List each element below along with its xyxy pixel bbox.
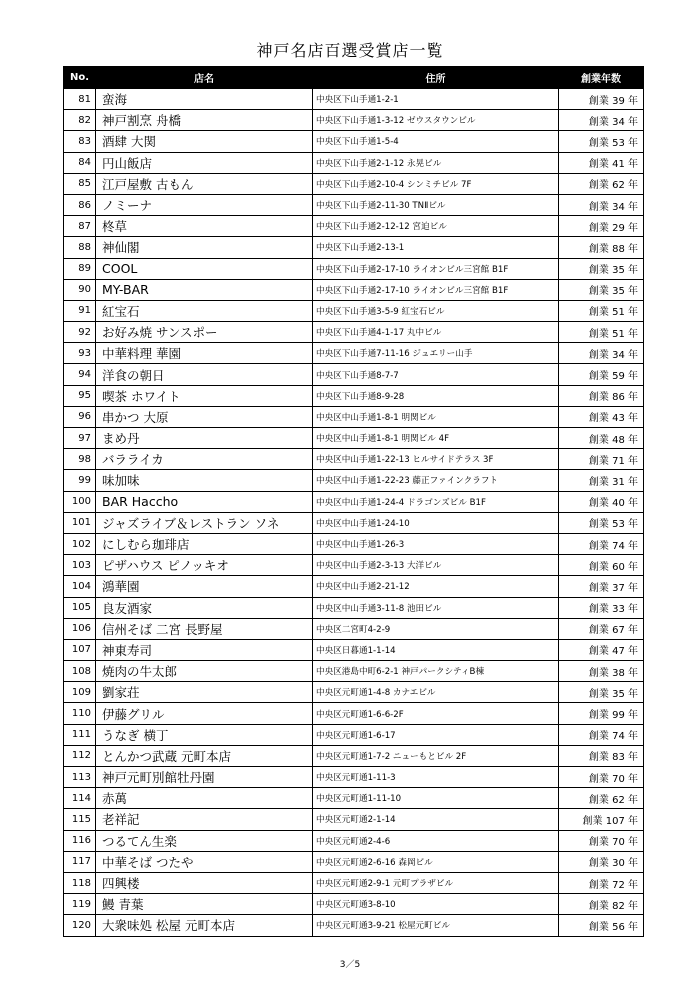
table-row bbox=[64, 385, 644, 406]
restaurant-name: 赤萬 bbox=[96, 788, 313, 809]
table-row bbox=[64, 512, 644, 533]
table-row bbox=[64, 343, 644, 364]
restaurant-address: 中央区中山手通1-24-10 bbox=[313, 512, 559, 533]
restaurant-name: 喫茶 ホワイト bbox=[96, 385, 313, 406]
restaurant-name: 洋食の朝日 bbox=[96, 364, 313, 385]
restaurant-address: 中央区下山手通1-3-12 ゼウスタウンビル bbox=[313, 110, 559, 131]
row-number: 110 bbox=[64, 703, 96, 724]
table-row bbox=[64, 173, 644, 194]
row-number: 93 bbox=[64, 343, 96, 364]
restaurant-address: 中央区元町通3-9-21 松屋元町ビル bbox=[313, 915, 559, 936]
years-in-business: 創業 70 年 bbox=[559, 830, 644, 851]
restaurant-address: 中央区中山手通1-26-3 bbox=[313, 533, 559, 554]
restaurant-name: うなぎ 横丁 bbox=[96, 724, 313, 745]
years-in-business: 創業 37 年 bbox=[559, 576, 644, 597]
years-in-business: 創業 86 年 bbox=[559, 385, 644, 406]
row-number: 109 bbox=[64, 682, 96, 703]
row-number: 120 bbox=[64, 915, 96, 936]
row-number: 95 bbox=[64, 385, 96, 406]
years-in-business: 創業 56 年 bbox=[559, 915, 644, 936]
years-in-business: 創業 82 年 bbox=[559, 894, 644, 915]
restaurant-name: 神戸元町別館牡丹園 bbox=[96, 767, 313, 788]
restaurant-name: ジャズライブ＆レストラン ソネ bbox=[96, 512, 313, 533]
years-in-business: 創業 43 年 bbox=[559, 406, 644, 427]
table-row bbox=[64, 152, 644, 173]
table-row bbox=[64, 279, 644, 300]
table-row bbox=[64, 428, 644, 449]
restaurant-name: COOL bbox=[96, 258, 313, 279]
table-row bbox=[64, 851, 644, 872]
restaurant-name: 信州そば 二宮 長野屋 bbox=[96, 618, 313, 639]
restaurant-address: 中央区日暮通1-1-14 bbox=[313, 639, 559, 660]
restaurant-address: 中央区下山手通4-1-17 丸中ビル bbox=[313, 322, 559, 343]
restaurant-address: 中央区元町通1-11-3 bbox=[313, 767, 559, 788]
row-number: 91 bbox=[64, 300, 96, 321]
restaurant-address: 中央区中山手通1-22-23 藤正ファインクラフト bbox=[313, 470, 559, 491]
years-in-business: 創業 33 年 bbox=[559, 597, 644, 618]
table-row bbox=[64, 618, 644, 639]
table-row bbox=[64, 131, 644, 152]
restaurant-address: 中央区中山手通2-21-12 bbox=[313, 576, 559, 597]
row-number: 108 bbox=[64, 661, 96, 682]
restaurant-name: 円山飯店 bbox=[96, 152, 313, 173]
restaurant-name: 柊草 bbox=[96, 216, 313, 237]
restaurant-name: 劉家荘 bbox=[96, 682, 313, 703]
table-row bbox=[64, 216, 644, 237]
years-in-business: 創業 39 年 bbox=[559, 89, 644, 110]
years-in-business: 創業 74 年 bbox=[559, 724, 644, 745]
restaurant-address: 中央区元町通1-7-2 ニューもとビル 2F bbox=[313, 745, 559, 766]
restaurant-name: 鰻 青葉 bbox=[96, 894, 313, 915]
row-number: 101 bbox=[64, 512, 96, 533]
years-in-business: 創業 60 年 bbox=[559, 555, 644, 576]
years-in-business: 創業 67 年 bbox=[559, 618, 644, 639]
years-in-business: 創業 62 年 bbox=[559, 173, 644, 194]
restaurant-address: 中央区下山手通2-17-10 ライオンビル三宮館 B1F bbox=[313, 279, 559, 300]
table-row bbox=[64, 237, 644, 258]
years-in-business: 創業 29 年 bbox=[559, 216, 644, 237]
row-number: 100 bbox=[64, 491, 96, 512]
restaurant-name: 神戸割烹 舟橋 bbox=[96, 110, 313, 131]
table-row bbox=[64, 682, 644, 703]
table-row bbox=[64, 745, 644, 766]
row-number: 102 bbox=[64, 533, 96, 554]
restaurant-address: 中央区元町通2-6-16 森岡ビル bbox=[313, 851, 559, 872]
restaurant-address: 中央区下山手通2-12-12 宮迫ビル bbox=[313, 216, 559, 237]
restaurant-address: 中央区元町通2-4-6 bbox=[313, 830, 559, 851]
table-row bbox=[64, 661, 644, 682]
restaurant-address: 中央区下山手通2-10-4 シンミチビル 7F bbox=[313, 173, 559, 194]
restaurant-name: 良友酒家 bbox=[96, 597, 313, 618]
restaurant-name: 伊藤グリル bbox=[96, 703, 313, 724]
restaurant-address: 中央区下山手通2-13-1 bbox=[313, 237, 559, 258]
header-years: 創業年数 bbox=[559, 67, 644, 89]
table-body bbox=[64, 89, 644, 937]
row-number: 107 bbox=[64, 639, 96, 660]
table-row bbox=[64, 470, 644, 491]
table-row bbox=[64, 788, 644, 809]
restaurant-name: まめ丹 bbox=[96, 428, 313, 449]
restaurant-name: 神仙閣 bbox=[96, 237, 313, 258]
restaurant-name: 大衆味処 松屋 元町本店 bbox=[96, 915, 313, 936]
restaurant-name: 蛮海 bbox=[96, 89, 313, 110]
restaurant-address: 中央区中山手通1-8-1 明関ビル 4F bbox=[313, 428, 559, 449]
years-in-business: 創業 72 年 bbox=[559, 872, 644, 893]
row-number: 106 bbox=[64, 618, 96, 639]
table-row bbox=[64, 300, 644, 321]
row-number: 82 bbox=[64, 110, 96, 131]
restaurant-address: 中央区下山手通2-11-30 TNⅡビル bbox=[313, 194, 559, 215]
table-row bbox=[64, 258, 644, 279]
years-in-business: 創業 51 年 bbox=[559, 322, 644, 343]
row-number: 83 bbox=[64, 131, 96, 152]
years-in-business: 創業 35 年 bbox=[559, 682, 644, 703]
restaurant-address: 中央区元町通1-4-8 カナエビル bbox=[313, 682, 559, 703]
years-in-business: 創業 35 年 bbox=[559, 258, 644, 279]
table-row bbox=[64, 724, 644, 745]
restaurant-address: 中央区元町通2-9-1 元町プラザビル bbox=[313, 872, 559, 893]
restaurant-name: 江戸屋敷 古もん bbox=[96, 173, 313, 194]
years-in-business: 創業 62 年 bbox=[559, 788, 644, 809]
row-number: 97 bbox=[64, 428, 96, 449]
restaurant-name: 中華そば つたや bbox=[96, 851, 313, 872]
restaurant-address: 中央区下山手通7-11-16 ジュエリー山手 bbox=[313, 343, 559, 364]
years-in-business: 創業 47 年 bbox=[559, 639, 644, 660]
table-row bbox=[64, 915, 644, 936]
restaurant-name: 焼肉の牛太郎 bbox=[96, 661, 313, 682]
table-row bbox=[64, 576, 644, 597]
restaurant-address: 中央区中山手通3-11-8 池田ビル bbox=[313, 597, 559, 618]
restaurant-name: にしむら珈琲店 bbox=[96, 533, 313, 554]
restaurant-name: 酒肆 大関 bbox=[96, 131, 313, 152]
header-address: 住所 bbox=[313, 67, 559, 89]
years-in-business: 創業 107 年 bbox=[559, 809, 644, 830]
restaurant-name: 中華料理 華園 bbox=[96, 343, 313, 364]
years-in-business: 創業 83 年 bbox=[559, 745, 644, 766]
restaurant-address: 中央区下山手通1-2-1 bbox=[313, 89, 559, 110]
table-row bbox=[64, 533, 644, 554]
restaurant-name: 四興楼 bbox=[96, 872, 313, 893]
row-number: 81 bbox=[64, 89, 96, 110]
restaurant-address: 中央区中山手通1-8-1 明関ビル bbox=[313, 406, 559, 427]
row-number: 118 bbox=[64, 872, 96, 893]
years-in-business: 創業 41 年 bbox=[559, 152, 644, 173]
restaurant-address: 中央区下山手通2-1-12 永晃ビル bbox=[313, 152, 559, 173]
row-number: 84 bbox=[64, 152, 96, 173]
row-number: 117 bbox=[64, 851, 96, 872]
row-number: 96 bbox=[64, 406, 96, 427]
table-row bbox=[64, 597, 644, 618]
restaurant-name: ピザハウス ピノッキオ bbox=[96, 555, 313, 576]
years-in-business: 創業 35 年 bbox=[559, 279, 644, 300]
restaurant-address: 中央区下山手通1-5-4 bbox=[313, 131, 559, 152]
table-row bbox=[64, 89, 644, 110]
restaurant-address: 中央区下山手通8-9-28 bbox=[313, 385, 559, 406]
row-number: 98 bbox=[64, 449, 96, 470]
restaurant-name: 鴻華園 bbox=[96, 576, 313, 597]
table-row bbox=[64, 406, 644, 427]
restaurant-name: BAR Haccho bbox=[96, 491, 313, 512]
years-in-business: 創業 48 年 bbox=[559, 428, 644, 449]
restaurant-address: 中央区元町通1-11-10 bbox=[313, 788, 559, 809]
restaurant-address: 中央区中山手通2-3-13 大洋ビル bbox=[313, 555, 559, 576]
row-number: 112 bbox=[64, 745, 96, 766]
row-number: 104 bbox=[64, 576, 96, 597]
years-in-business: 創業 34 年 bbox=[559, 110, 644, 131]
table-row bbox=[64, 555, 644, 576]
row-number: 90 bbox=[64, 279, 96, 300]
restaurant-name: 味加味 bbox=[96, 470, 313, 491]
years-in-business: 創業 34 年 bbox=[559, 343, 644, 364]
header-name: 店名 bbox=[96, 67, 313, 89]
table-row bbox=[64, 894, 644, 915]
restaurant-address: 中央区下山手通2-17-10 ライオンビル三宮館 B1F bbox=[313, 258, 559, 279]
table-row bbox=[64, 110, 644, 131]
row-number: 115 bbox=[64, 809, 96, 830]
restaurant-address: 中央区二宮町4-2-9 bbox=[313, 618, 559, 639]
restaurant-name: 紅宝石 bbox=[96, 300, 313, 321]
table-header-row bbox=[64, 67, 644, 89]
row-number: 114 bbox=[64, 788, 96, 809]
years-in-business: 創業 70 年 bbox=[559, 767, 644, 788]
years-in-business: 創業 74 年 bbox=[559, 533, 644, 554]
years-in-business: 創業 38 年 bbox=[559, 661, 644, 682]
row-number: 99 bbox=[64, 470, 96, 491]
years-in-business: 創業 51 年 bbox=[559, 300, 644, 321]
table-row bbox=[64, 830, 644, 851]
page-title: 神戸名店百選受賞店一覧 bbox=[256, 41, 444, 60]
restaurant-name: とんかつ武蔵 元町本店 bbox=[96, 745, 313, 766]
restaurant-address: 中央区元町通2-1-14 bbox=[313, 809, 559, 830]
restaurant-address: 中央区下山手通3-5-9 紅宝石ビル bbox=[313, 300, 559, 321]
years-in-business: 創業 40 年 bbox=[559, 491, 644, 512]
table-row bbox=[64, 194, 644, 215]
table-row bbox=[64, 872, 644, 893]
row-number: 89 bbox=[64, 258, 96, 279]
table-row bbox=[64, 449, 644, 470]
row-number: 119 bbox=[64, 894, 96, 915]
years-in-business: 創業 71 年 bbox=[559, 449, 644, 470]
page-number: 3／5 bbox=[339, 960, 361, 970]
restaurant-table bbox=[63, 66, 644, 937]
years-in-business: 創業 53 年 bbox=[559, 131, 644, 152]
row-number: 116 bbox=[64, 830, 96, 851]
table-row bbox=[64, 364, 644, 385]
row-number: 94 bbox=[64, 364, 96, 385]
years-in-business: 創業 34 年 bbox=[559, 194, 644, 215]
row-number: 86 bbox=[64, 194, 96, 215]
restaurant-address: 中央区元町通3-8-10 bbox=[313, 894, 559, 915]
row-number: 113 bbox=[64, 767, 96, 788]
restaurant-address: 中央区元町通1-6-6-2F bbox=[313, 703, 559, 724]
restaurant-address: 中央区元町通1-6-17 bbox=[313, 724, 559, 745]
restaurant-name: MY-BAR bbox=[96, 279, 313, 300]
restaurant-address: 中央区中山手通1-24-4 ドラゴンズビル B1F bbox=[313, 491, 559, 512]
restaurant-name: ノミーナ bbox=[96, 194, 313, 215]
row-number: 87 bbox=[64, 216, 96, 237]
row-number: 111 bbox=[64, 724, 96, 745]
restaurant-address: 中央区港島中町6-2-1 神戸パークシティB棟 bbox=[313, 661, 559, 682]
restaurant-name: お好み焼 サンスポー bbox=[96, 322, 313, 343]
restaurant-address: 中央区下山手通8-7-7 bbox=[313, 364, 559, 385]
restaurant-name: 老祥記 bbox=[96, 809, 313, 830]
years-in-business: 創業 99 年 bbox=[559, 703, 644, 724]
table-row bbox=[64, 809, 644, 830]
years-in-business: 創業 30 年 bbox=[559, 851, 644, 872]
restaurant-address: 中央区中山手通1-22-13 ヒルサイドテラス 3F bbox=[313, 449, 559, 470]
years-in-business: 創業 88 年 bbox=[559, 237, 644, 258]
row-number: 105 bbox=[64, 597, 96, 618]
table-row bbox=[64, 491, 644, 512]
row-number: 88 bbox=[64, 237, 96, 258]
restaurant-name: バラライカ bbox=[96, 449, 313, 470]
years-in-business: 創業 31 年 bbox=[559, 470, 644, 491]
years-in-business: 創業 53 年 bbox=[559, 512, 644, 533]
table-row bbox=[64, 639, 644, 660]
restaurant-name: つるてん生楽 bbox=[96, 830, 313, 851]
row-number: 85 bbox=[64, 173, 96, 194]
row-number: 92 bbox=[64, 322, 96, 343]
years-in-business: 創業 59 年 bbox=[559, 364, 644, 385]
row-number: 103 bbox=[64, 555, 96, 576]
header-no: No. bbox=[64, 67, 96, 89]
restaurant-name: 神東寿司 bbox=[96, 639, 313, 660]
table-row bbox=[64, 703, 644, 724]
table-row bbox=[64, 767, 644, 788]
restaurant-name: 串かつ 大原 bbox=[96, 406, 313, 427]
table-row bbox=[64, 322, 644, 343]
